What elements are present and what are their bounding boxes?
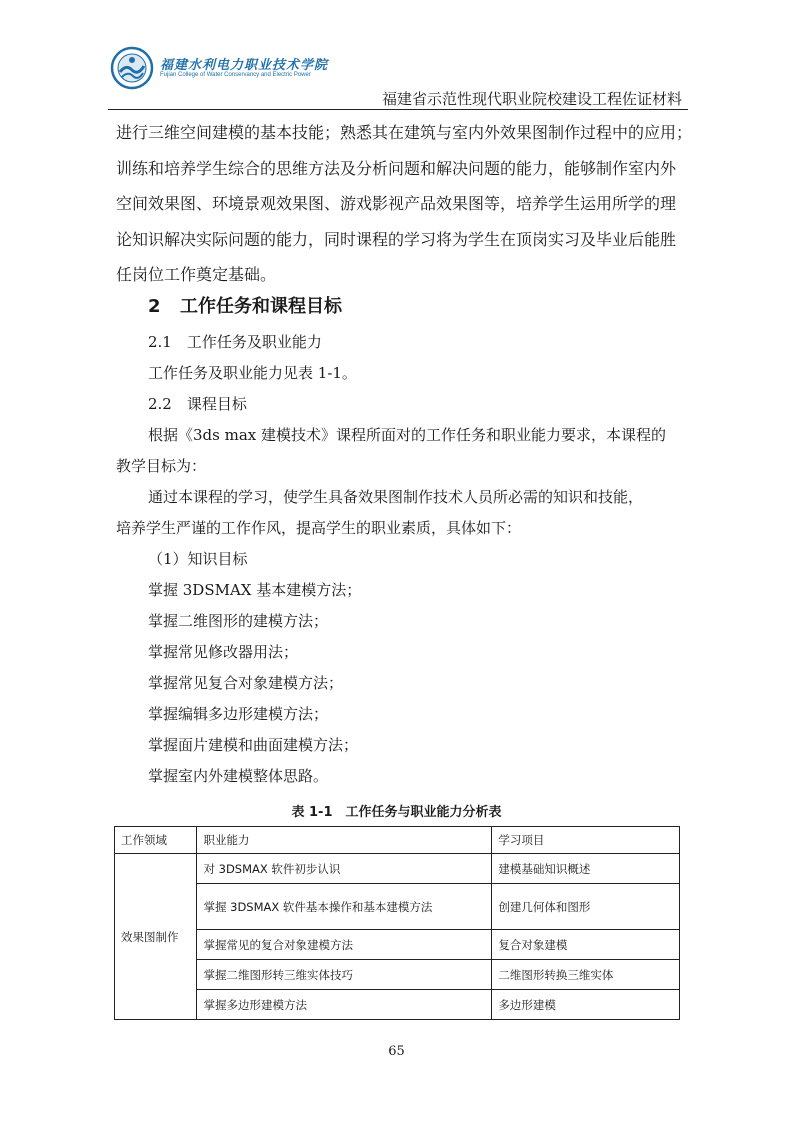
table-caption: 表 1-1 工作任务与职业能力分析表: [291, 805, 502, 820]
section-heading: [148, 292, 342, 318]
intro-line: 训练和培养学生综合的思维方法及分析问题和解决问题的能力，能够制作室内外: [116, 158, 677, 178]
intro-line: 论知识解决实际问题的能力，同时课程的学习将为学生在顶岗实习及毕业后能胜: [116, 229, 677, 249]
task-ability-table: [114, 826, 680, 1020]
project-cell: 二维图形转换三维实体: [492, 960, 680, 990]
subsection-heading: 2.2 课程目标: [148, 395, 247, 413]
ability-cell: 掌握常见的复合对象建模方法: [197, 930, 492, 960]
project-cell: 创建几何体和图形: [492, 884, 680, 930]
logo-text: 福建水利电力职业技术学院: [160, 58, 329, 73]
body-line: 培养学生严谨的工作作风，提高学生的职业素质，具体如下：: [116, 519, 522, 537]
ability-cell: 掌握多边形建模方法: [197, 990, 492, 1020]
section-number: 2: [148, 296, 161, 317]
list-item: 掌握常见修改器用法；: [148, 643, 299, 661]
body-line: 工作任务及职业能力见表 1-1。: [148, 364, 357, 382]
college-emblem-icon: [110, 46, 154, 90]
list-item: 掌握编辑多边形建模方法；: [148, 705, 329, 723]
table-header-cell: 工作领域: [115, 827, 197, 854]
list-heading: （1）知识目标: [148, 550, 248, 568]
table-row: [115, 990, 680, 1020]
ability-cell: 掌握 3DSMAX 软件基本操作和基本建模方法: [197, 884, 492, 930]
ability-cell: 对 3DSMAX 软件初步认识: [197, 854, 492, 884]
intro-paragraph: [116, 115, 693, 293]
subsection-heading: 2.1 工作任务及职业能力: [148, 333, 322, 351]
list-item: 掌握常见复合对象建模方法；: [148, 674, 344, 692]
intro-line: 任岗位工作奠定基础。: [116, 265, 277, 284]
table-header-cell: 学习项目: [492, 827, 680, 854]
list-item: 掌握 3DSMAX 基本建模方法；: [148, 581, 362, 599]
page-number: 65: [388, 1044, 405, 1059]
intro-line: 空间效果图、环境景观效果图、游戏影视产品效果图等，培养学生运用所学的理: [116, 194, 677, 213]
body-line: 根据《3ds max 建模技术》课程所面对的工作任务和职业能力要求，本课程的: [148, 426, 667, 444]
list-item: 掌握二维图形的建模方法；: [148, 612, 329, 630]
section-title: 工作任务和课程目标: [180, 296, 342, 317]
intro-line: 进行三维空间建模的基本技能；熟悉其在建筑与室内外效果图制作过程中的应用；: [116, 123, 693, 142]
project-cell: 复合对象建模: [492, 930, 680, 960]
project-cell: 建模基础知识概述: [492, 854, 680, 884]
section-body: [116, 327, 688, 792]
table-header-row: [115, 827, 680, 854]
header-divider: [108, 109, 688, 110]
logo-subtext: Fujian College of Water Conservancy and Electric Power: [160, 72, 311, 78]
list-item: 掌握室内外建模整体思路。: [148, 767, 329, 785]
table-header-cell: 职业能力: [197, 827, 492, 854]
table-row: [115, 960, 680, 990]
body-line: 通过本课程的学习，使学生具备效果图制作技术人员所必需的知识和技能，: [148, 488, 644, 506]
header-title: 福建省示范性现代职业院校建设工程佐证材料: [381, 90, 682, 108]
table-row: [115, 854, 680, 884]
table-row: [115, 930, 680, 960]
page-header: [0, 0, 793, 108]
domain-cell: 效果图制作: [115, 854, 197, 1020]
table-row: [115, 884, 680, 930]
body-line: 教学目标为：: [116, 457, 207, 475]
ability-cell: 掌握二维图形转三维实体技巧: [197, 960, 492, 990]
project-cell: 多边形建模: [492, 990, 680, 1020]
college-logo: [110, 46, 329, 90]
list-item: 掌握面片建模和曲面建模方法；: [148, 736, 359, 754]
